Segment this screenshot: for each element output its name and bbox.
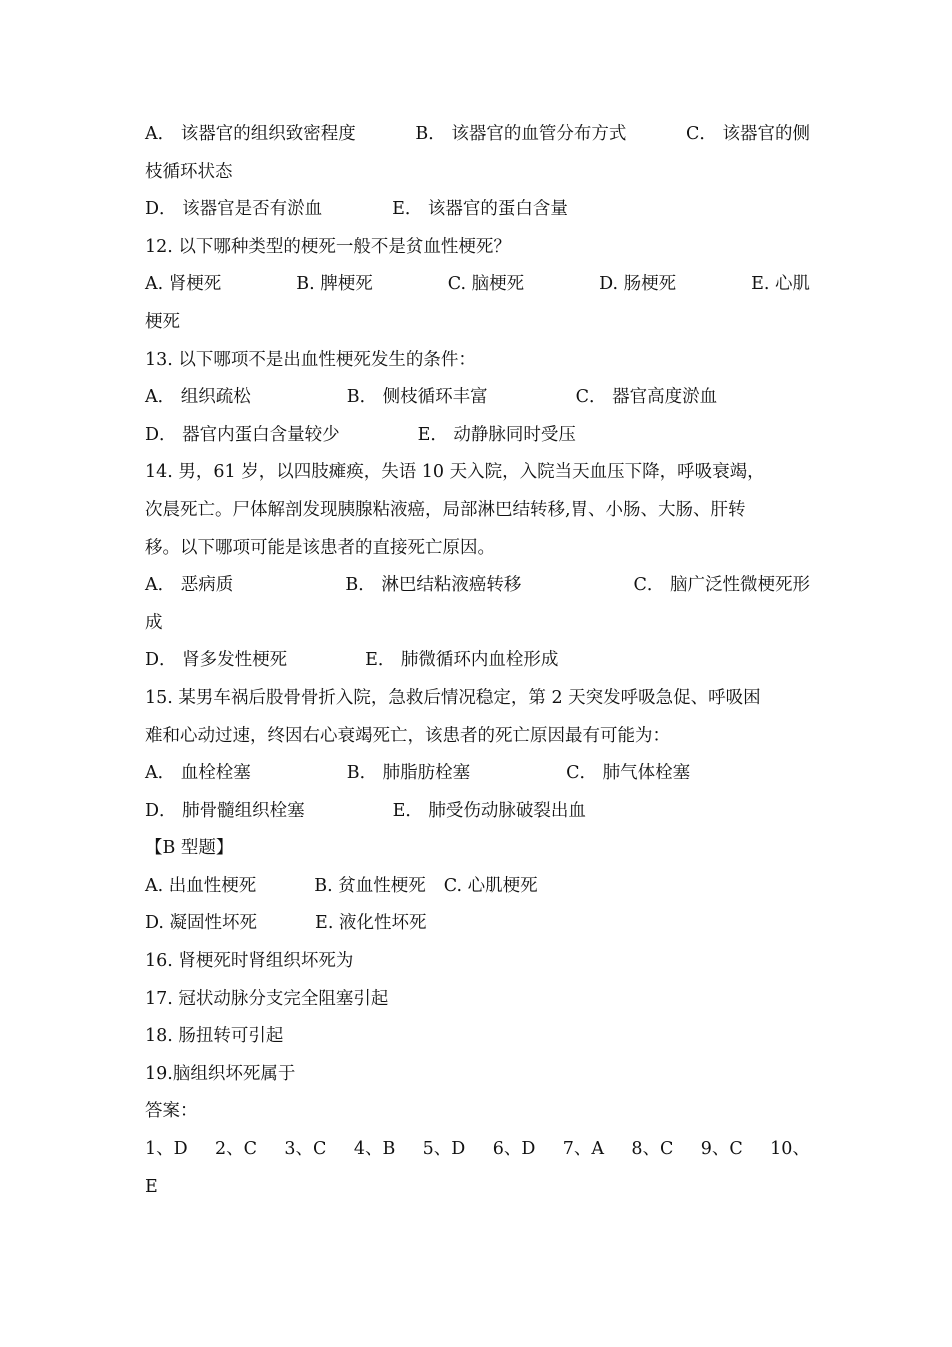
option-d: D. 凝固性坏死 [145,913,258,934]
answer-item: 1、D [145,1139,188,1160]
line-b-options-a [145,868,810,906]
question-14-line-3 [145,530,810,568]
answer-item: 4、B [353,1139,396,1160]
section-heading-b-type [145,830,810,868]
option-e: E. 心肌 [751,274,810,295]
line-options-15-a [145,755,810,793]
option-c: C． 该器官的侧 [686,124,810,144]
line-continuation [145,304,810,342]
line-continuation [145,605,810,643]
option-d: D． 肾多发性梗死 [145,650,288,671]
line-b-options-b [145,905,810,943]
option-a: A． 血栓栓塞 [145,763,251,784]
question-16 [145,943,810,981]
option-b: B. 贫血性梗死 [314,875,426,896]
option-d: D． 该器官是否有淤血 [145,199,323,220]
answer-item: 6、D [492,1139,536,1160]
question-text: 12. 以下哪种类型的梗死一般不是贫血性梗死？ [145,236,511,257]
option-c: C. 脑梗死 [447,274,525,295]
line-options-11-a [145,116,810,154]
text: 枝循环状态 [145,161,233,182]
question-text: 移。以下哪项可能是该患者的直接死亡原因。 [145,537,495,558]
question-15-line-2 [145,718,810,756]
line-options-15-b [145,793,810,831]
section-title: 【B 型题】 [145,838,234,859]
question-14-line-2 [145,492,810,530]
question-text: 难和心动过速，终因右心衰竭死亡，该患者的死亡原因最有可能为： [145,725,670,746]
option-a: A. 出血性梗死 [145,875,257,896]
text: 梗死 [145,311,180,332]
option-d: D. 肠梗死 [599,274,677,295]
option-d: D． 肺骨髓组织栓塞 [145,800,305,821]
option-e: E． 动静脉同时受压 [417,424,576,445]
option-a: A． 恶病质 [145,575,234,596]
question-text: 13. 以下哪项不是出血性梗死发生的条件： [145,349,476,370]
answer-item: 3、C [284,1139,327,1160]
text: E [145,1176,158,1197]
answer-item: 9、C [700,1139,743,1160]
option-e: E. 液化性坏死 [315,913,427,934]
option-b: B. 脾梗死 [296,274,373,295]
question-text: 16. 肾梗死时肾组织坏死为 [145,951,354,972]
line-options-14-b [145,642,810,680]
answer-item: 10、 [770,1139,810,1160]
question-18 [145,1018,810,1056]
question-text: 19.脑组织坏死属于 [145,1063,296,1084]
line-options-11-b [145,191,810,229]
question-text: 次晨死亡。尸体解剖发现胰腺粘液癌，局部淋巴结转移,胃、小肠、大肠、肝转 [145,499,746,520]
question-13 [145,342,810,380]
option-a: A． 该器官的组织致密程度 [145,124,356,144]
option-b: B． 肺脂肪栓塞 [346,763,471,784]
option-a: A. 肾梗死 [145,274,222,295]
line-continuation [145,1169,810,1207]
option-a: A． 组织疏松 [145,387,251,408]
option-b: B． 淋巴结粘液癌转移 [345,575,522,596]
answer-item: 8、C [631,1139,674,1160]
question-15-line-1 [145,680,810,718]
option-e: E． 该器官的蛋白含量 [392,199,568,220]
line-options-13-a [145,379,810,417]
question-17 [145,981,810,1019]
line-options-14-a [145,567,810,605]
option-e: E． 肺微循环内血栓形成 [365,650,559,671]
question-text: 15. 某男车祸后股骨骨折入院，急救后情况稳定，第 2 天突发呼吸急促、呼吸困 [145,687,761,708]
line-options-12 [145,266,810,304]
document-page [145,116,810,1206]
answer-item: 5、D [422,1139,466,1160]
option-c: C． 肺气体栓塞 [566,763,691,784]
question-text: 14. 男，61 岁，以四肢瘫痪，失语 10 天入院，入院当天血压下降，呼吸衰竭， [145,462,765,483]
line-options-13-b [145,417,810,455]
answer-item: 2、C [215,1139,258,1160]
answers-heading [145,1093,810,1131]
option-c: C. 心肌梗死 [443,875,538,896]
option-b: B． 该器官的血管分布方式 [415,124,627,144]
option-e: E． 肺受伤动脉破裂出血 [392,800,586,821]
answers-title: 答案： [145,1101,198,1122]
answers-line [145,1131,810,1169]
option-d: D． 器官内蛋白含量较少 [145,424,340,445]
question-text: 18. 肠扭转可引起 [145,1026,284,1047]
option-b: B． 侧枝循环丰富 [346,387,488,408]
question-text: 17. 冠状动脉分支完全阻塞引起 [145,988,389,1009]
option-c: C． 器官高度淤血 [575,387,718,408]
answer-item: 7、A [562,1139,605,1160]
question-12 [145,229,810,267]
line-continuation [145,154,810,192]
option-c: C． 脑广泛性微梗死形 [633,575,810,596]
text: 成 [145,612,163,633]
question-19 [145,1056,810,1094]
question-14-line-1 [145,454,810,492]
